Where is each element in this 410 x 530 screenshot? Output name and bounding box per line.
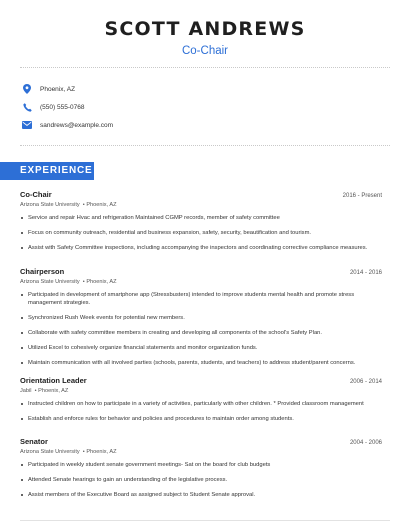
bullet-item: Assist with Safety Committee inspections, including accompanying the inspectors and coordinating corrective compliance measures. [20, 244, 382, 252]
experience-entry [20, 190, 382, 259]
contact-email [22, 116, 113, 134]
job-title: Senator [20, 437, 48, 446]
resume-header [0, 0, 410, 57]
phone-text: (550) 555-0768 [40, 103, 85, 111]
location-text: Phoenix, AZ [40, 85, 76, 93]
contact-location [22, 80, 113, 98]
org-name: Jabil [20, 388, 32, 394]
contact-phone [22, 98, 113, 116]
org-name: Arizona State University [20, 449, 80, 455]
experience-entry [20, 376, 382, 430]
org-location: Phoenix, AZ [86, 279, 117, 285]
header-divider [20, 67, 390, 68]
org-location: Phoenix, AZ [38, 388, 69, 394]
bullet-item: Synchronized Rush Week events for potential new members. [20, 314, 382, 322]
candidate-name: SCOTT ANDREWS [104, 18, 306, 40]
contact-info [22, 80, 113, 134]
bullet-item: Participated in weekly student senate government meetings- Sat on the board for club budgets [20, 461, 382, 469]
org-name: Arizona State University [20, 279, 80, 285]
org-location: Phoenix, AZ [86, 449, 117, 455]
envelope-icon [22, 120, 32, 130]
org-name: Arizona State University [20, 202, 80, 208]
bullet-item: Collaborate with safety committee members in creating and developing all components of the school's Safety Plan. [20, 329, 382, 337]
footer-divider [20, 520, 390, 521]
map-pin-icon [22, 84, 32, 94]
bullet-item: Participated in development of smartphone app (Stressbusters) intended to improve students mental health and promote stress management strategies. [20, 291, 382, 307]
job-organization: Arizona State University • Phoenix, AZ [20, 279, 117, 285]
job-dates: 2004 - 2006 [349, 440, 382, 446]
job-organization: Jabil • Phoenix, AZ [20, 388, 69, 394]
bullet-item: Focus on community outreach, residential and business expansion, safety, security, beautification and tourism. [20, 229, 382, 237]
job-bullets [20, 461, 382, 499]
job-bullets [20, 400, 382, 423]
bullet-item: Attended Senate hearings to gain an understanding of the legislative process. [20, 476, 382, 484]
bullet-item: Establish and enforce rules for behavior and policies and procedures to maintain order among students. [20, 415, 382, 423]
job-bullets [20, 291, 382, 367]
job-title: Chairperson [20, 267, 65, 276]
job-bullets [20, 214, 382, 252]
experience-entry [20, 437, 382, 506]
bullet-item: Maintain communication with all involved parties (schools, parents, students, and teachers) to address student/parent concerns. [20, 359, 382, 367]
candidate-title: Co-Chair [181, 45, 228, 57]
section-heading-experience: EXPERIENCE [0, 162, 94, 180]
bullet-item: Service and repair Hvac and refrigeration Maintained CGMP records, member of safety committee [20, 214, 382, 222]
bullet-item: Assist members of the Executive Board as assigned subject to Student Senate approval. [20, 491, 382, 499]
email-text: sandrews@example.com [40, 121, 114, 129]
experience-entry [20, 267, 382, 374]
job-title: Orientation Leader [20, 376, 87, 385]
bullet-item: Instructed children on how to participate in a variety of activities, particularly with other children. * Provided classroom management [20, 400, 382, 408]
job-dates: 2014 - 2016 [349, 270, 382, 276]
job-title: Co-Chair [20, 190, 52, 199]
job-dates: 2016 - Present [342, 193, 382, 199]
phone-icon [22, 102, 32, 112]
org-location: Phoenix, AZ [86, 202, 117, 208]
bullet-item: Utilized Excel to cohesively organize financial statements and monitor organization funds. [20, 344, 382, 352]
job-organization: Arizona State University • Phoenix, AZ [20, 449, 117, 455]
job-organization: Arizona State University • Phoenix, AZ [20, 202, 117, 208]
contact-divider [20, 145, 390, 146]
job-dates: 2006 - 2014 [349, 379, 382, 385]
